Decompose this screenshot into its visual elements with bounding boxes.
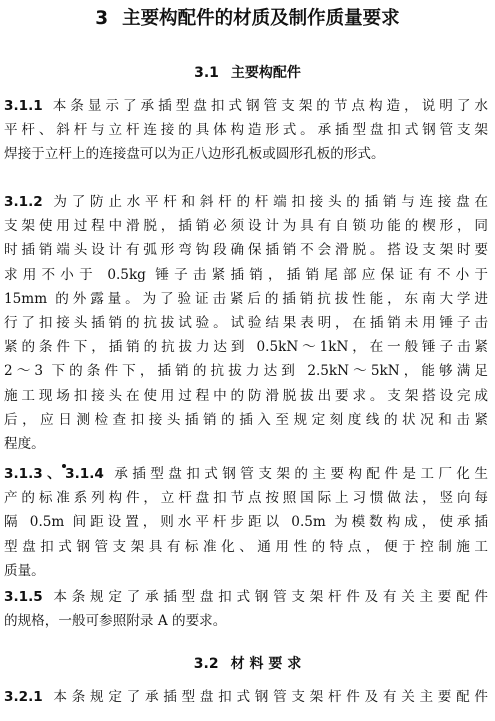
clause-3-1-3-4-line-1 <box>4 462 488 486</box>
clause-3-1-3-4-text-1: 承插型盘扣式钢管支架的主要构配件是工厂化生 <box>109 466 488 482</box>
section-3-1-number: 3.1 <box>194 65 219 81</box>
chapter-number: 3 <box>95 8 109 29</box>
clause-3-1-2-line-10: 后，应日测检查扣接头插销的插入至规定刻度线的状况和击紧 <box>4 411 488 428</box>
chapter-title-text: 主要构配件的材质及制作质量要求 <box>122 8 400 29</box>
clause-3-1-5-line-1 <box>4 585 488 609</box>
clause-3-1-2-line-2: 支架使用过程中滑脱，插销必须设计为具有自锁功能的楔形，同 <box>4 218 488 235</box>
clause-3-1-2-line-8: 2～3 下的条件下，插销的抗拔力达到 2.5kN～5kN，能够满足 <box>4 363 488 380</box>
clause-3-1-2-line-5: 15mm 的外露量。为了验证击紧后的插销抗拔性能，东南大学进 <box>4 290 488 307</box>
clause-3-1-1-number: 3.1.1 <box>4 98 43 114</box>
clause-3-2-1-number: 3.2.1 <box>4 689 43 705</box>
clause-3-1-2-line-4: 求用不小于 0.5kg 锤子击紧插销，插销尾部应保证有不小于 <box>4 266 488 283</box>
clause-3-1-3-4 <box>4 462 488 583</box>
clause-3-1-1-line-1 <box>4 94 488 118</box>
clause-3-2-1 <box>4 685 488 709</box>
clause-3-2-1-line-1 <box>4 685 488 709</box>
clause-3-1-1 <box>4 94 488 167</box>
clause-3-1-1-text-1: 本条显示了承插型盘扣式钢管支架的节点构造，说明了水 <box>48 98 488 114</box>
clause-3-1-2-line-7: 紧的条件下，插销的抗拔力达到 0.5kN～1kN，在一般锤子击紧 <box>4 339 488 356</box>
clause-3-1-1-line-2: 平杆、斜杆与立杆连接的具体构造形式。承插型盘扣式钢管支架 <box>4 122 488 139</box>
clause-3-1-3-4-number: 3.1.3、3.1.4 <box>4 466 104 482</box>
clause-3-1-3-4-line-4: 型盘扣式钢管支架具有标准化、通用性的特点，便于控制施工 <box>4 538 488 555</box>
clause-3-1-2-line-11: 程度。 <box>4 436 45 453</box>
clause-3-1-1-line-3: 焊接于立杆上的连接盘可以为正八边形孔板或圆形孔板的形式。 <box>4 146 385 163</box>
clause-3-1-2-line-9: 施工现场扣接头在使用过程中的防滑脱拔出要求。支架搭设完成 <box>4 387 488 404</box>
clause-3-1-5 <box>4 585 488 633</box>
clause-3-1-3-4-line-3: 隔 0.5m 间距设置，则水平杆步距以 0.5m 为模数构成，使承插 <box>4 514 488 531</box>
clause-3-1-5-number: 3.1.5 <box>4 589 43 605</box>
section-3-1-heading <box>0 62 495 84</box>
clause-3-1-5-text-1: 本条规定了承插型盘扣式钢管支架杆件及有关主要配件 <box>48 589 488 605</box>
clause-3-1-3-4-line-2: 产的标准系列构件，立杆盘扣节点按照国际上习惯做法，竖向每 <box>4 490 488 507</box>
section-3-1-title: 主要构配件 <box>230 65 301 81</box>
clause-3-1-5-line-2: 的规格，一般可参照附录 A 的要求。 <box>4 613 227 630</box>
clause-3-1-2-line-6: 行了扣接头插销的抗拔试验。试验结果表明，在插销未用锤子击 <box>4 315 488 332</box>
clause-3-1-2-number: 3.1.2 <box>4 194 43 210</box>
section-3-2-heading <box>0 653 495 675</box>
clause-3-2-1-text-1: 本条规定了承插型盘扣式钢管支架杆件及有关主要配件 <box>48 689 488 705</box>
clause-3-1-2-text-1: 为了防止水平杆和斜杆的杆端扣接头的插销与连接盘在 <box>48 194 488 210</box>
section-3-2-title: 材 料 要 求 <box>230 656 302 672</box>
chapter-title <box>0 6 495 32</box>
section-3-2-number: 3.2 <box>193 656 219 672</box>
clause-3-1-2 <box>4 190 488 456</box>
clause-3-1-2-line-3: 时插销端头设计有弧形弯钩段确保插销不会滑脱。搭设支架时要 <box>4 242 488 259</box>
clause-3-1-2-line-1 <box>4 190 488 214</box>
clause-3-1-3-4-line-5: 质量。 <box>4 562 45 579</box>
